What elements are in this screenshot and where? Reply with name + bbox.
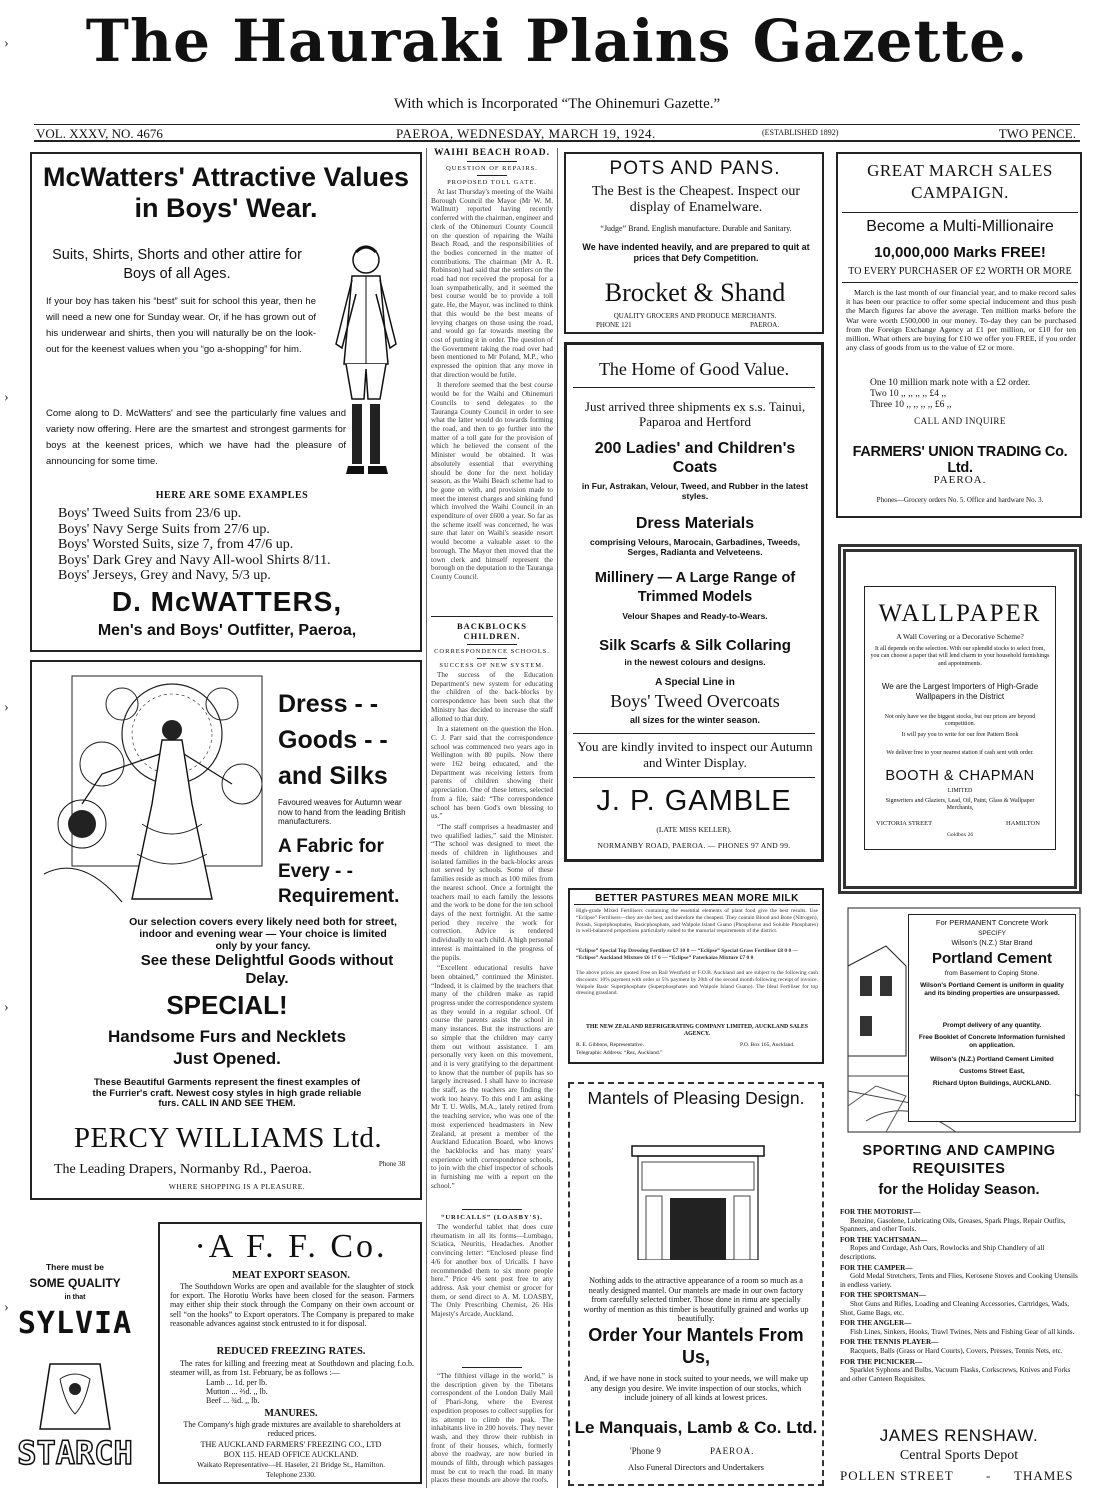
overcoats-text: all sizes for the winter season. xyxy=(629,715,761,725)
farmers-phones: Phones—Grocery orders No. 5. Office and hardware No. 3. xyxy=(876,496,1044,504)
manures-heading: MANURES. xyxy=(264,1408,318,1419)
mcwatters-headline: McWatters' Attractive Values in Boys' Wear. xyxy=(42,162,410,223)
uricalls-heading: “URICALLS” (LOASBY'S). xyxy=(441,1214,543,1221)
booth-limited: LIMITED xyxy=(947,788,973,794)
divider xyxy=(842,282,1078,283)
cement-line-5: Wilson's Portland Cement is uniform in quality and its binding properties are unsurpassed. xyxy=(920,982,1064,997)
boys-overcoats-heading: Boys' Tweed Overcoats xyxy=(610,691,780,711)
le-manquais-phone: 'Phone 9 xyxy=(630,1446,661,1456)
article-paragraph: It therefore seemed that the best course would be for the Waihi and Ohinemuri Councils to send delegates to the Tauranga County Council in order to see what the latter would do towards forming the road, and then to go further into the matter of a toll gate for the provision of which he believed the consent of the Minister would be obtained. It was absolutely essential that everything should be done for the next holiday season, as the Waihi Beach scheme had to be gone on with, and provision made to meet the interest charges and sinking fund which involved the Waihi Council in an expenditure of over £600 a year. So far as the scheme itself was concerned, he was sure that later on Waihi's seaside resort would become a valuable asset to the borough. The Mayor then moved that the town clerk and himself represent the borough on the deputation to the Tauranga County Council. xyxy=(431,381,553,581)
fabric-line: Every - - xyxy=(278,861,353,882)
renshaw-section xyxy=(840,1338,1078,1355)
renshaw-name: JAMES RENSHAW. xyxy=(879,1426,1039,1445)
mcwatters-subhead: Suits, Shirts, Shorts and other attire for Boys of all Ages. xyxy=(52,247,302,282)
margin-mark: › xyxy=(4,1300,9,1315)
pastures-heading: BETTER PASTURES MEAN MORE MILK xyxy=(574,893,820,905)
section-label: FOR THE ANGLER— xyxy=(840,1319,912,1328)
home-good-value: The Home of Good Value. xyxy=(598,359,790,379)
renshaw-dash: - xyxy=(986,1468,991,1483)
special-heading: SPECIAL! xyxy=(166,990,288,1020)
divider xyxy=(462,1367,522,1368)
backblocks-heading: BACKBLOCKS CHILDREN. xyxy=(457,621,527,641)
meat-export-heading: MEAT EXPORT SEASON. xyxy=(232,1270,350,1281)
coats-text: in Fur, Astrakan, Velour, Tweed, and Rubber in the latest styles. xyxy=(581,481,809,501)
booth-chapman-ad xyxy=(838,544,1082,894)
article-paragraph: The wonderful tablet that does cure rheumatism in all its forms—Lumbago, Sciatica, Neuritis, Headaches. Another convincing letter: “Enclosed please find 4/6 for another box of Uricalls. I have recommended them to six more people here.” Price 4/6 sent post free to any address. Ask your chemist or grocer for them, or send direct to A. M. LOASBY, The Only Prescribing Chemist, 26 His Majesty's Arcade, Auckland. xyxy=(431,1223,553,1319)
selection-text: Our selection covers every likely need both for street, indoor and evening wear — Your choice is limited only by your fancy. xyxy=(129,916,397,952)
sylvia-line-3: in that xyxy=(64,1294,86,1301)
wallpaper-heading: WALLPAPER xyxy=(878,600,1042,627)
furs-heading: Handsome Furs and Necklets Just Opened. xyxy=(107,1027,347,1068)
article-paragraph: In a statement on the question the Hon. C. J. Parr said that the correspondence school was commenced two years ago in Wellington with 80 pupils. Now there were 162 being educated, and the Department was receiving letters from parents of children showing their appreciation. One of these letters, selected from a file, said: “The correspondence school has been God's own blessing to us.” xyxy=(431,725,553,821)
fabric-line: Requirement. xyxy=(278,886,400,907)
special-line-text: A Special Line in xyxy=(655,677,735,688)
news-column xyxy=(426,148,558,1488)
pattern-book: It will pay you to write for our free Pattern Book xyxy=(901,732,1019,738)
uricalls-article xyxy=(431,1223,553,1363)
aff-telephone: Telephone 2330. xyxy=(266,1470,316,1479)
article-paragraph: At last Thursday's meeting of the Waihi Borough Council the Mayor (Mr W. M. Wallnutt) reported having recently conferred with the chairman, engineer and clerk of the Ohinemuri County Council on the question of repairing the Waihi Beach Road, and the responsibilities of the bodies concerned in the matter of contributions. The chairman (Mr A. R. Robinson) had said that the settlers on the road had not received the proposal for a loan sympathetically, and it seemed the best course would be to provide a toll gate. He, the Mayor, was inclined to think that this would be the best means of levying charges on those using the road, and would go far towards meeting the cost of putting it in order. The question of the Government taking the road over had been mentioned to Mr Poland, M.P., who expressed the opinion that any move in that direction would be futile. xyxy=(431,188,553,379)
garments-text: These Beautiful Garments represent the finest examples of the Furrier's craft. Newest cosy styles in high grade reliable furs. CALL IN AND SEE THEM. xyxy=(92,1077,362,1109)
goods-line: Goods - - xyxy=(278,726,388,754)
cement-line-8: Wilson's (N.Z.) Portland Cement Limited xyxy=(930,1056,1054,1063)
list-item: Boys' Jerseys, Grey and Navy, 5/3 up. xyxy=(58,568,271,583)
divider xyxy=(573,777,815,778)
divider xyxy=(842,212,1078,213)
rates-table xyxy=(206,1378,406,1406)
gamble-ad xyxy=(564,342,824,862)
renshaw-section xyxy=(840,1208,1078,1234)
margin-mark: › xyxy=(4,36,9,51)
meat-export-text: The Southdown Works are open and available for the slaughter of stock for export. The Horotiu Works have been closed for the season. Farmers may either ship their stock through the Company on their own account or sell “on the hooks” to Export operators. The Company is prepared to make reasonable advances against stock entrusted to it for disposal. xyxy=(170,1282,414,1328)
backblocks-subheading-1: CORRESPONDENCE SCHOOLS. xyxy=(434,648,550,655)
renshaw-section xyxy=(840,1291,1078,1317)
gamble-late: (LATE MISS KELLER). xyxy=(656,825,732,834)
booth-trades: Signwriters and Glaziers, Lead, Oil, Paint, Glass & Wallpaper Merchants, xyxy=(885,798,1035,812)
divider xyxy=(573,387,815,388)
renshaw-depot: Central Sports Depot xyxy=(899,1448,1019,1463)
sylvia-line-2: SOME QUALITY xyxy=(29,1276,121,1290)
divider xyxy=(467,161,517,162)
renshaw-ad xyxy=(836,1140,1082,1486)
freezing-rates-heading: REDUCED FREEZING RATES. xyxy=(216,1346,366,1357)
gamble-address: NORMANBY ROAD, PAEROA. — PHONES 97 AND 99. xyxy=(597,841,791,850)
section-label: FOR THE YACHTSMAN— xyxy=(840,1235,928,1244)
order-mantels-heading: Order Your Mantels From Us, xyxy=(588,1325,804,1367)
judge-brand-text: “Judge” Brand. English manufacture. Durable and Sanitary. xyxy=(600,224,792,233)
holiday-season: for the Holiday Season. xyxy=(878,1182,1040,1198)
established-note: (ESTABLISHED 1892) xyxy=(762,128,839,137)
list-item: Boys' Worsted Suits, size 7, from 47/6 up. xyxy=(58,537,294,552)
aff-rep: Waikato Representative—H. Haseler, 21 Bridge St., Hamilton. xyxy=(196,1460,385,1469)
call-inquire: CALL AND INQUIRE xyxy=(914,416,1006,426)
silk-heading: Silk Scarfs & Silk Collaring xyxy=(599,637,791,654)
offer-row: Three 10 ,, ,, ,, ,, £6 ,, xyxy=(870,400,952,410)
cement-ad xyxy=(846,906,1082,1134)
brocket-shand-name: Brocket & Shand xyxy=(604,278,786,307)
mcwatters-name: D. McWATTERS, xyxy=(111,586,343,617)
freezing-rates-text: The rates for killing and freezing meat at Southdown and placing f.o.b. steamer will, as from 1st. February, be as follows :— xyxy=(170,1359,414,1378)
beef-rate: Beef ... ¾d. ,, lb. xyxy=(206,1396,260,1406)
le-manquais-also: Also Funeral Directors and Undertakers xyxy=(628,1462,764,1472)
divider xyxy=(462,1209,522,1210)
dress-line: Dress - - xyxy=(278,690,379,718)
fabric-line: A Fabric for xyxy=(278,836,384,857)
section-text: Gold Medal Stretchers, Tents and Flies, Kerosene Stoves and Cooking Utensils in endless variety. xyxy=(840,1272,1078,1289)
aff-box: BOX 115. HEAD OFFICE AUCKLAND. xyxy=(223,1450,359,1459)
cement-line-2: SPECIFY xyxy=(978,930,1006,937)
silks-line: and Silks xyxy=(278,762,388,790)
wallpaper-prices: Not only have we the biggest stocks, but our prices are beyond competition. xyxy=(884,714,1036,728)
see-goods-text: See these Delightful Goods without Delay. xyxy=(140,952,394,987)
aff-co-ad xyxy=(158,1222,422,1484)
cement-line-3: Wilson's (N.Z.) Star Brand xyxy=(951,940,1033,947)
article-paragraph: “The staff comprises a headmaster and two qualified ladies,” said the Minister. “The school was designed to meet the needs of children in lighthouses and isolated families in the back-blocks areas not served by schools. Some of these families reside as much as 100 miles from the nearest school. Once a fortnight the teachers mail to each family the lessons and the work to be done for the ten school days of the next fortnight. At the same period they receive the work for correction. Advice is rendered individually to each child. A high personal interest is maintained in the progress of the pupils. xyxy=(431,822,553,962)
percy-phone: Phone 38 xyxy=(378,1160,406,1168)
wall-covering-question: A Wall Covering or a Decorative Scheme? xyxy=(896,632,1024,641)
section-text: Fish Lines, Sinkers, Hooks, Trawl Twines, Nets and Fishing Gear of all kinds. xyxy=(850,1327,1075,1336)
dateline-bar xyxy=(34,124,1080,142)
brocket-town: PAEROA. xyxy=(750,321,780,329)
fabric-heading xyxy=(278,834,418,909)
starch-wordmark: STARCH xyxy=(17,1434,133,1472)
margin-mark: › xyxy=(4,390,9,405)
cement-line-9: Customs Street East, xyxy=(959,1068,1025,1075)
cement-line-7: Free Booklet of Concrete Information furnished on application. xyxy=(918,1034,1066,1049)
section-text: Sparklet Syphons and Bulbs, Vacuum Flasks, Corkscrews, Knives and Forks and other Canteen Requisites. xyxy=(840,1366,1071,1383)
section-label: FOR THE TENNIS PLAYER— xyxy=(840,1338,939,1347)
dress-materials-text: comprising Velours, Marocain, Garbadines, Tweeds, Serges, Radianta and Velveteens. xyxy=(589,537,801,557)
backblocks-subheading-2: SUCCESS OF NEW SYSTEM. xyxy=(439,662,545,669)
masthead-subtitle: With which is Incorporated “The Ohinemuri Gazette.” xyxy=(393,96,721,112)
march-body: March is the last month of our financial year, and to make record sales it has been our practice to offer some special inducement and thus push the March figures far above the average. Ten million marks before the War were worth £500,000 in our money. To-day they can be purchased from the Foreign Exchange Agency at £1 per million, or £10 for ten million. What others are buying for £10 we offer you FREE, if you order any class of goods from us to the value of £2 or more. xyxy=(846,288,1076,353)
le-manquais-ad xyxy=(568,1082,824,1486)
backblocks-article xyxy=(431,671,553,1201)
offer-row: One 10 million mark note with a £2 order. xyxy=(870,378,1031,388)
section-label: FOR THE CAMPER— xyxy=(840,1263,913,1272)
renshaw-sections xyxy=(840,1208,1078,1385)
section-label: FOR THE PICNICKER— xyxy=(840,1357,923,1366)
article-paragraph: “The filthiest village in the world,” is the description given by the Tibetans correspondent of the London Daily Mail of Phari-Jong, where the Everest expedition proposes to collect supplies for its attempt to climb the peak. The inhabitants live in 200 hovels. They never wash, and they throw their rubbish in front of their houses, which, formerly above the roadway, are now buried in mounds of filth, through which passages must be cut to reach the road. In many places these mounds are above the roofs. xyxy=(431,1372,553,1485)
farmers-union-name: FARMERS' UNION TRADING Co. Ltd. xyxy=(852,444,1068,476)
cement-line-1: For PERMANENT Concrete Work xyxy=(935,918,1049,927)
coats-heading: 200 Ladies' and Children's Coats xyxy=(594,440,796,476)
brocket-phone: PHONE 121 xyxy=(596,321,632,329)
gamble-name: J. P. GAMBLE xyxy=(596,785,792,817)
dress-goods-heading xyxy=(278,686,418,794)
farmers-town: PAEROA. xyxy=(933,474,987,486)
best-cheapest-text: The Best is the Cheapest. Inspect our display of Enamelware. xyxy=(591,184,800,215)
article-paragraph: “Excellent educational results have been obtained,” continued the Minister. “Indeed, it is claimed by the teachers that many of the children make as rapid progress under the correspondence system as they would in a regular school. Of course the parents assist the school in many instances. But the instructions are so simple that the children may carry them out without assistance. I am personally very keen on this movement, and it is very gratifying to the department to know that the number of pupils has so largely increased. I shall have to increase the staff, as the teachers are finding the work too heavy. To this end I am asking Mr T. U. Wells, M.A., lately retired from the teaching service, who was one of the most experienced headmasters in New Zealand, at present a member of the Auckland Education Board, who knows the backblocks and has many years' experience with correspondence schools, to join with the chief inspector of schools in furnishing me with a report on the school.” xyxy=(431,964,553,1190)
pastures-body-2: The above prices are quoted Free on Rail Westfield or F.O.B. Auckland and are subject to the following cash discounts: 10% payment with order or 5% payment by 20th of the second month following receipt of invoice. Waipole Basic Superphosphate (Superphosphates and Waipole Island Guano). The Ideal Fertiliser for top dressing grassland. xyxy=(576,970,818,997)
millinery-heading: Millinery — A Large Range of Trimmed Models xyxy=(594,570,796,605)
examples-list xyxy=(58,506,418,584)
mcwatters-ad xyxy=(30,152,422,652)
sylvia-line-1: There must be xyxy=(45,1262,105,1272)
list-item: Boys' Navy Serge Suits from 27/6 up. xyxy=(58,521,270,537)
waihi-article xyxy=(431,188,553,608)
starch-pack-illustration xyxy=(30,1354,120,1434)
pastures-rep: R. E. Gibbons, Representative. xyxy=(576,1042,644,1048)
cement-line-6: Prompt delivery of any quantity. xyxy=(942,1022,1042,1029)
aff-company: THE AUCKLAND FARMERS' FREEZING CO., LTD xyxy=(200,1440,382,1449)
manures-text: The Company's high grade mixtures are available to shareholders at reduced prices. xyxy=(183,1420,401,1438)
renshaw-section xyxy=(840,1264,1078,1290)
booth-chapman-name: BOOTH & CHAPMAN xyxy=(885,768,1035,784)
price: TWO PENCE. xyxy=(998,126,1076,141)
largest-importers: We are the Largest Importers of High-Grade Wallpapers in the District xyxy=(881,682,1039,701)
waihi-subheading-1: QUESTION OF REPAIRS. xyxy=(446,165,538,172)
invite-text: You are kindly invited to inspect our Autumn and Winter Display. xyxy=(577,739,813,770)
section-text: Benzine, Gasolene, Lubricating Oils, Greases, Spark Plugs, Repair Outfits, Spanners, and other Tools. xyxy=(840,1216,1066,1234)
brocket-shand-ad xyxy=(564,152,824,334)
boy-illustration xyxy=(316,234,416,494)
percy-motto: WHERE SHOPPING IS A PLEASURE. xyxy=(168,1182,306,1191)
marks-offers xyxy=(870,378,1080,411)
lamb-rate: Lamb ... 1d. per lb. xyxy=(206,1378,268,1387)
mantels-heading: Mantels of Pleasing Design. xyxy=(587,1088,805,1108)
booth-street: VICTORIA STREET xyxy=(876,820,933,827)
mcwatters-para-2: Come along to D. McWatters' and see the particularly fine values and variety now offering. Here are the smartest and strongest garments for boys at the keenest prices, which we have had the pleasure of announcing for some time. xyxy=(46,408,346,467)
sylvia-brand: SYLVIA xyxy=(17,1306,133,1341)
section-label: FOR THE MOTORIST— xyxy=(840,1208,921,1216)
mcwatters-tagline: Men's and Boys' Outfitter, Paeroa, xyxy=(97,622,357,639)
list-item: Boys' Tweed Suits from 23/6 up. xyxy=(58,506,242,521)
margin-mark: › xyxy=(4,700,9,715)
sylvia-starch-ad xyxy=(0,1262,150,1484)
favoured-weaves: Favoured weaves for Autumn wear now to hand from the leading British manufacturers. xyxy=(278,798,406,826)
offer-row: Two 10 ,, ,, ,, ,, £4 ,, xyxy=(870,389,947,399)
portland-cement-heading: Portland Cement xyxy=(931,950,1052,967)
booth-city: HAMILTON xyxy=(1006,820,1040,827)
examples-heading: HERE ARE SOME EXAMPLES xyxy=(155,490,309,501)
every-purchaser: TO EVERY PURCHASER OF £2 WORTH OR MORE xyxy=(848,266,1072,277)
renshaw-section xyxy=(840,1319,1078,1336)
lady-illustration xyxy=(42,674,272,909)
march-sales-heading: GREAT MARCH SALES CAMPAIGN. xyxy=(867,161,1053,202)
sporting-heading: SPORTING AND CAMPING REQUISITES xyxy=(862,1143,1056,1177)
divider xyxy=(467,644,517,645)
cement-line-4: from Basement to Coping Stone. xyxy=(944,970,1040,977)
wallpaper-intro: It all depends on the selection. With our splendid stocks to select from, you can choose a paper that will lend charm to your household furnishings and appointments. xyxy=(870,646,1050,667)
silk-text: in the newest colours and designs. xyxy=(624,657,766,667)
pastures-telegraphic: Telegraphic Address: “Rez, Auckland.” xyxy=(576,1050,663,1056)
mantels-body-2: And, if we have none in stock suited to your needs, we will make up any design you desire. We invite inspection of our stocks, which include joinery of all kinds at lowest prices. xyxy=(583,1374,809,1402)
mantel-illustration xyxy=(628,1140,768,1260)
multi-millionaire: Become a Multi-Millionaire xyxy=(866,218,1054,235)
renshaw-section xyxy=(840,1236,1078,1262)
brocket-sub: QUALITY GROCERS AND PRODUCE MERCHANTS. xyxy=(613,312,777,320)
waihi-subheading-2: PROPOSED TOLL GATE. xyxy=(447,179,537,186)
list-item: Boys' Dark Grey and Navy All-wool Shirts 8/11. xyxy=(58,552,331,568)
aff-title: ·A F. F. Co. xyxy=(194,1228,388,1265)
section-text: Ropes and Cordage, Ash Oars, Rowlocks and Ship Chandlery of all descriptions. xyxy=(840,1244,1045,1261)
pots-pans-heading: POTS AND PANS. xyxy=(609,158,781,179)
renshaw-street: POLLEN STREET xyxy=(840,1468,954,1483)
pastures-prices: “Eclipse” Special Top Dressing Fertiliser £7 10 0 — “Eclipse” Special Grass Fertiliser £8 0 0 — “Eclipse” Auckland Mixture £6 17 6 — “Eclipse” Paterkaize Mixture £7 0 0 xyxy=(576,948,799,961)
booth-box: Goldbox 26 xyxy=(946,832,974,838)
section-text: Racquets, Balls (Grass or Hard Courts), Covers, Presses, Tennis Nets, etc. xyxy=(850,1346,1063,1355)
free-delivery: We deliver free to your nearest station if cash sent with order. xyxy=(886,750,1034,756)
divider xyxy=(431,616,553,617)
mcwatters-para-1: If your boy has taken his “best” suit for school this year, then he will need a new one for Sunday wear. Or, if he has grown out of his underwear and shirts, then you will naturally be on the look-out for the keenest values when you “go a-shopping” for him. xyxy=(46,296,316,355)
section-text: Shot Guns and Rifles, Loading and Cleaning Accessories, Cartridges, Wads, Shot, Game Bags, etc. xyxy=(840,1299,1070,1317)
le-manquais-town: PAEROA. xyxy=(710,1446,755,1456)
dress-materials-heading: Dress Materials xyxy=(635,515,755,532)
section-label: FOR THE SPORTSMAN— xyxy=(840,1291,926,1300)
millinery-text: Velour Shapes and Ready-to-Wears. xyxy=(622,611,768,621)
percy-williams-name: PERCY WILLIAMS Ltd. xyxy=(73,1122,383,1154)
renshaw-section xyxy=(840,1358,1078,1384)
percy-williams-ad xyxy=(30,660,422,1200)
issue-date: PAEROA, WEDNESDAY, MARCH 19, 1924. xyxy=(396,126,656,141)
pastures-box: P.O. Box 165, Auckland. xyxy=(740,1042,795,1048)
waihi-heading: WAIHI BEACH ROAD. xyxy=(434,148,550,158)
cement-line-10: Richard Upton Buildings, AUCKLAND. xyxy=(932,1080,1052,1087)
everest-article xyxy=(431,1372,553,1492)
farmers-union-ad xyxy=(836,152,1082,518)
article-paragraph: The success of the Education Department's new system for educating the children of the back-blocks by correspondence has been such that the Ministry has decided to increase the staff allotted to that duty. xyxy=(431,671,553,723)
pastures-ad xyxy=(568,888,824,1064)
mutton-rate: Mutton ... ⅔d. ,, lb. xyxy=(206,1387,268,1397)
indented-text: We have indented heavily, and are prepared to quit at prices that Defy Competition. xyxy=(582,242,810,263)
percy-address: The Leading Drapers, Normanby Rd., Paeroa. xyxy=(54,1162,312,1177)
divider xyxy=(573,733,815,734)
pastures-body: High-grade Mixed Fertilisers containing the essential elements of plant food give the best results. Use “Eclipse” Fertilisers—they are the best, and therefore the cheapest. They contain Blood and Bone (Nitrogen), Potash, Superphosphates, Basicphosphate, and Walpole Island Guano (Phosphorus and Soluble Phosphates) in well-balanced proportions particularly suited to the manurial requirements of the district. xyxy=(576,908,818,935)
divider xyxy=(477,175,507,176)
volume-number: VOL. XXXV, NO. 4676 xyxy=(36,126,163,141)
mantels-body: Nothing adds to the attractive appearance of a room so much as a neatly designed mantel. Our mantels are made in our own factory from carefully selected timber. Those done in rimu are specially worthy of mention as this timber is beautifully grained and works up beautifully. xyxy=(583,1276,809,1323)
renshaw-town: THAMES xyxy=(1014,1468,1074,1483)
shipments-text: Just arrived three shipments ex s.s. Tainui, Paparoa and Hertford xyxy=(584,399,806,429)
marks-free: 10,000,000 Marks FREE! xyxy=(874,244,1046,261)
le-manquais-name: Le Manquais, Lamb & Co. Ltd. xyxy=(574,1418,818,1437)
margin-mark: › xyxy=(4,1000,9,1015)
divider xyxy=(477,658,507,659)
masthead-title: The Hauraki Plains Gazette. xyxy=(85,7,1029,75)
pastures-company: THE NEW ZEALAND REFRIGERATING COMPANY LIMITED, AUCKLAND SALES AGENCY. xyxy=(585,1024,809,1037)
